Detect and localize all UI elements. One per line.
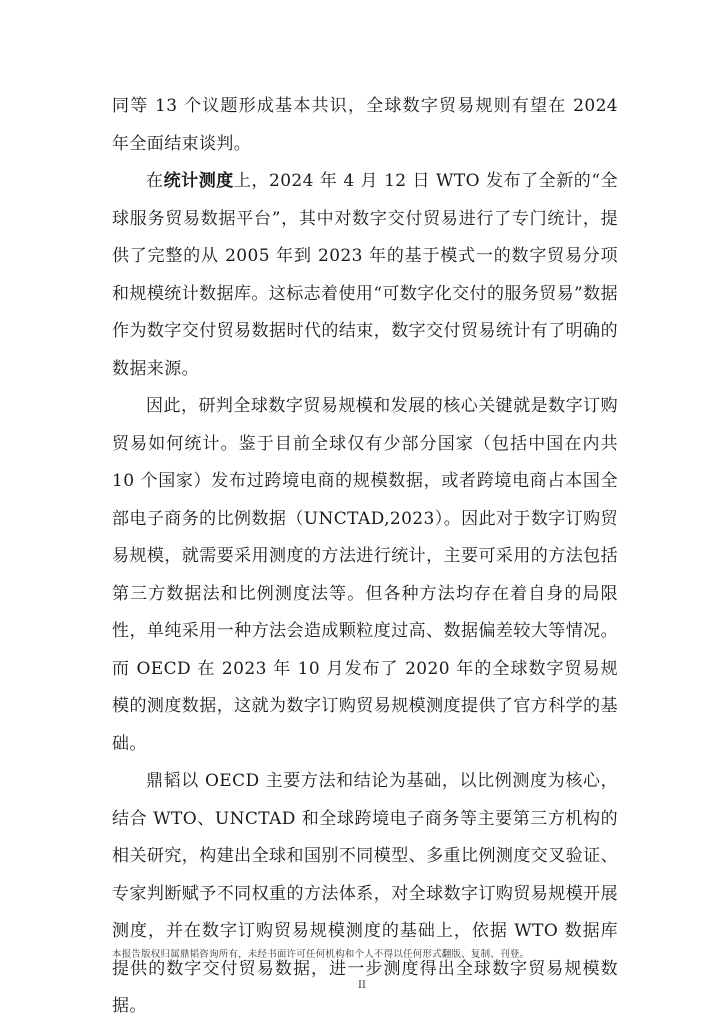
body-text: [112, 88, 618, 1026]
copyright-notice: 本报告版权归属鼎韬咨询所有，未经书面许可任何机构和个人不得以任何形式翻版、复制、刊登。: [112, 949, 530, 960]
paragraph-statistics: [112, 163, 618, 388]
paragraph-digital-ordering: [112, 388, 618, 763]
paragraph-2-text: 上，2024 年 4 月 12 日 WTO 发布了全新的“全球服务贸易数据平台”，其中对数字交付贸易进行了专门统计，提供了完整的从 2005 年到 2023 年的基于模式一的数字贸易分项和规模统计数据库。这标志着使用“可数字化交付的服务贸易”数据作为数字交付贸易数据时代的结束，数字交付贸易统计有了明确的数据来源。: [112, 171, 619, 379]
paragraph-continuation: [112, 88, 618, 163]
paragraph-2-prefix: 在: [146, 171, 164, 191]
paragraph-1-text: 同等 13 个议题形成基本共识，全球数字贸易规则有望在 2024 年全面结束谈判。: [112, 96, 618, 154]
paragraph-3-text: 因此，研判全球数字贸易规模和发展的核心关键就是数字订购贸易如何统计。鉴于目前全球仅有少部分国家（包括中国在内共 10 个国家）发布过跨境电商的规模数据，或者跨境电商占本国全部电子商务的比例数据（UNCTAD,2023）。因此对于数字订购贸易规模，就需要采用测度的方法进行统计，主要可采用的方法包括第三方数据法和比例测度法等。但各种方法均存在着自身的局限性，单纯采用一种方法会造成颗粒度过高、数据偏差较大等情况。而 OECD 在 2023 年 10 月发布了 2020 年的全球数字贸易规模的测度数据，这就为数字订购贸易规模测度提供了官方科学的基础。: [112, 396, 618, 754]
paragraph-4-text: 鼎韬以 OECD 主要方法和结论为基础，以比例测度为核心，结合 WTO、UNCTAD 和全球跨境电子商务等主要第三方机构的相关研究，构建出全球和国别不同模型、多重比例测度交叉验证、专家判断赋予不同权重的方法体系，对全球数字订购贸易规模开展测度，并在数字订购贸易规模测度的基础上，依据 WTO 数据库提供的数字交付贸易数据，进一步测度得出全球数字贸易规模数据。: [112, 771, 618, 1016]
paragraph-2-bold-term: 统计测度: [163, 171, 234, 191]
page-number: II: [358, 980, 366, 991]
